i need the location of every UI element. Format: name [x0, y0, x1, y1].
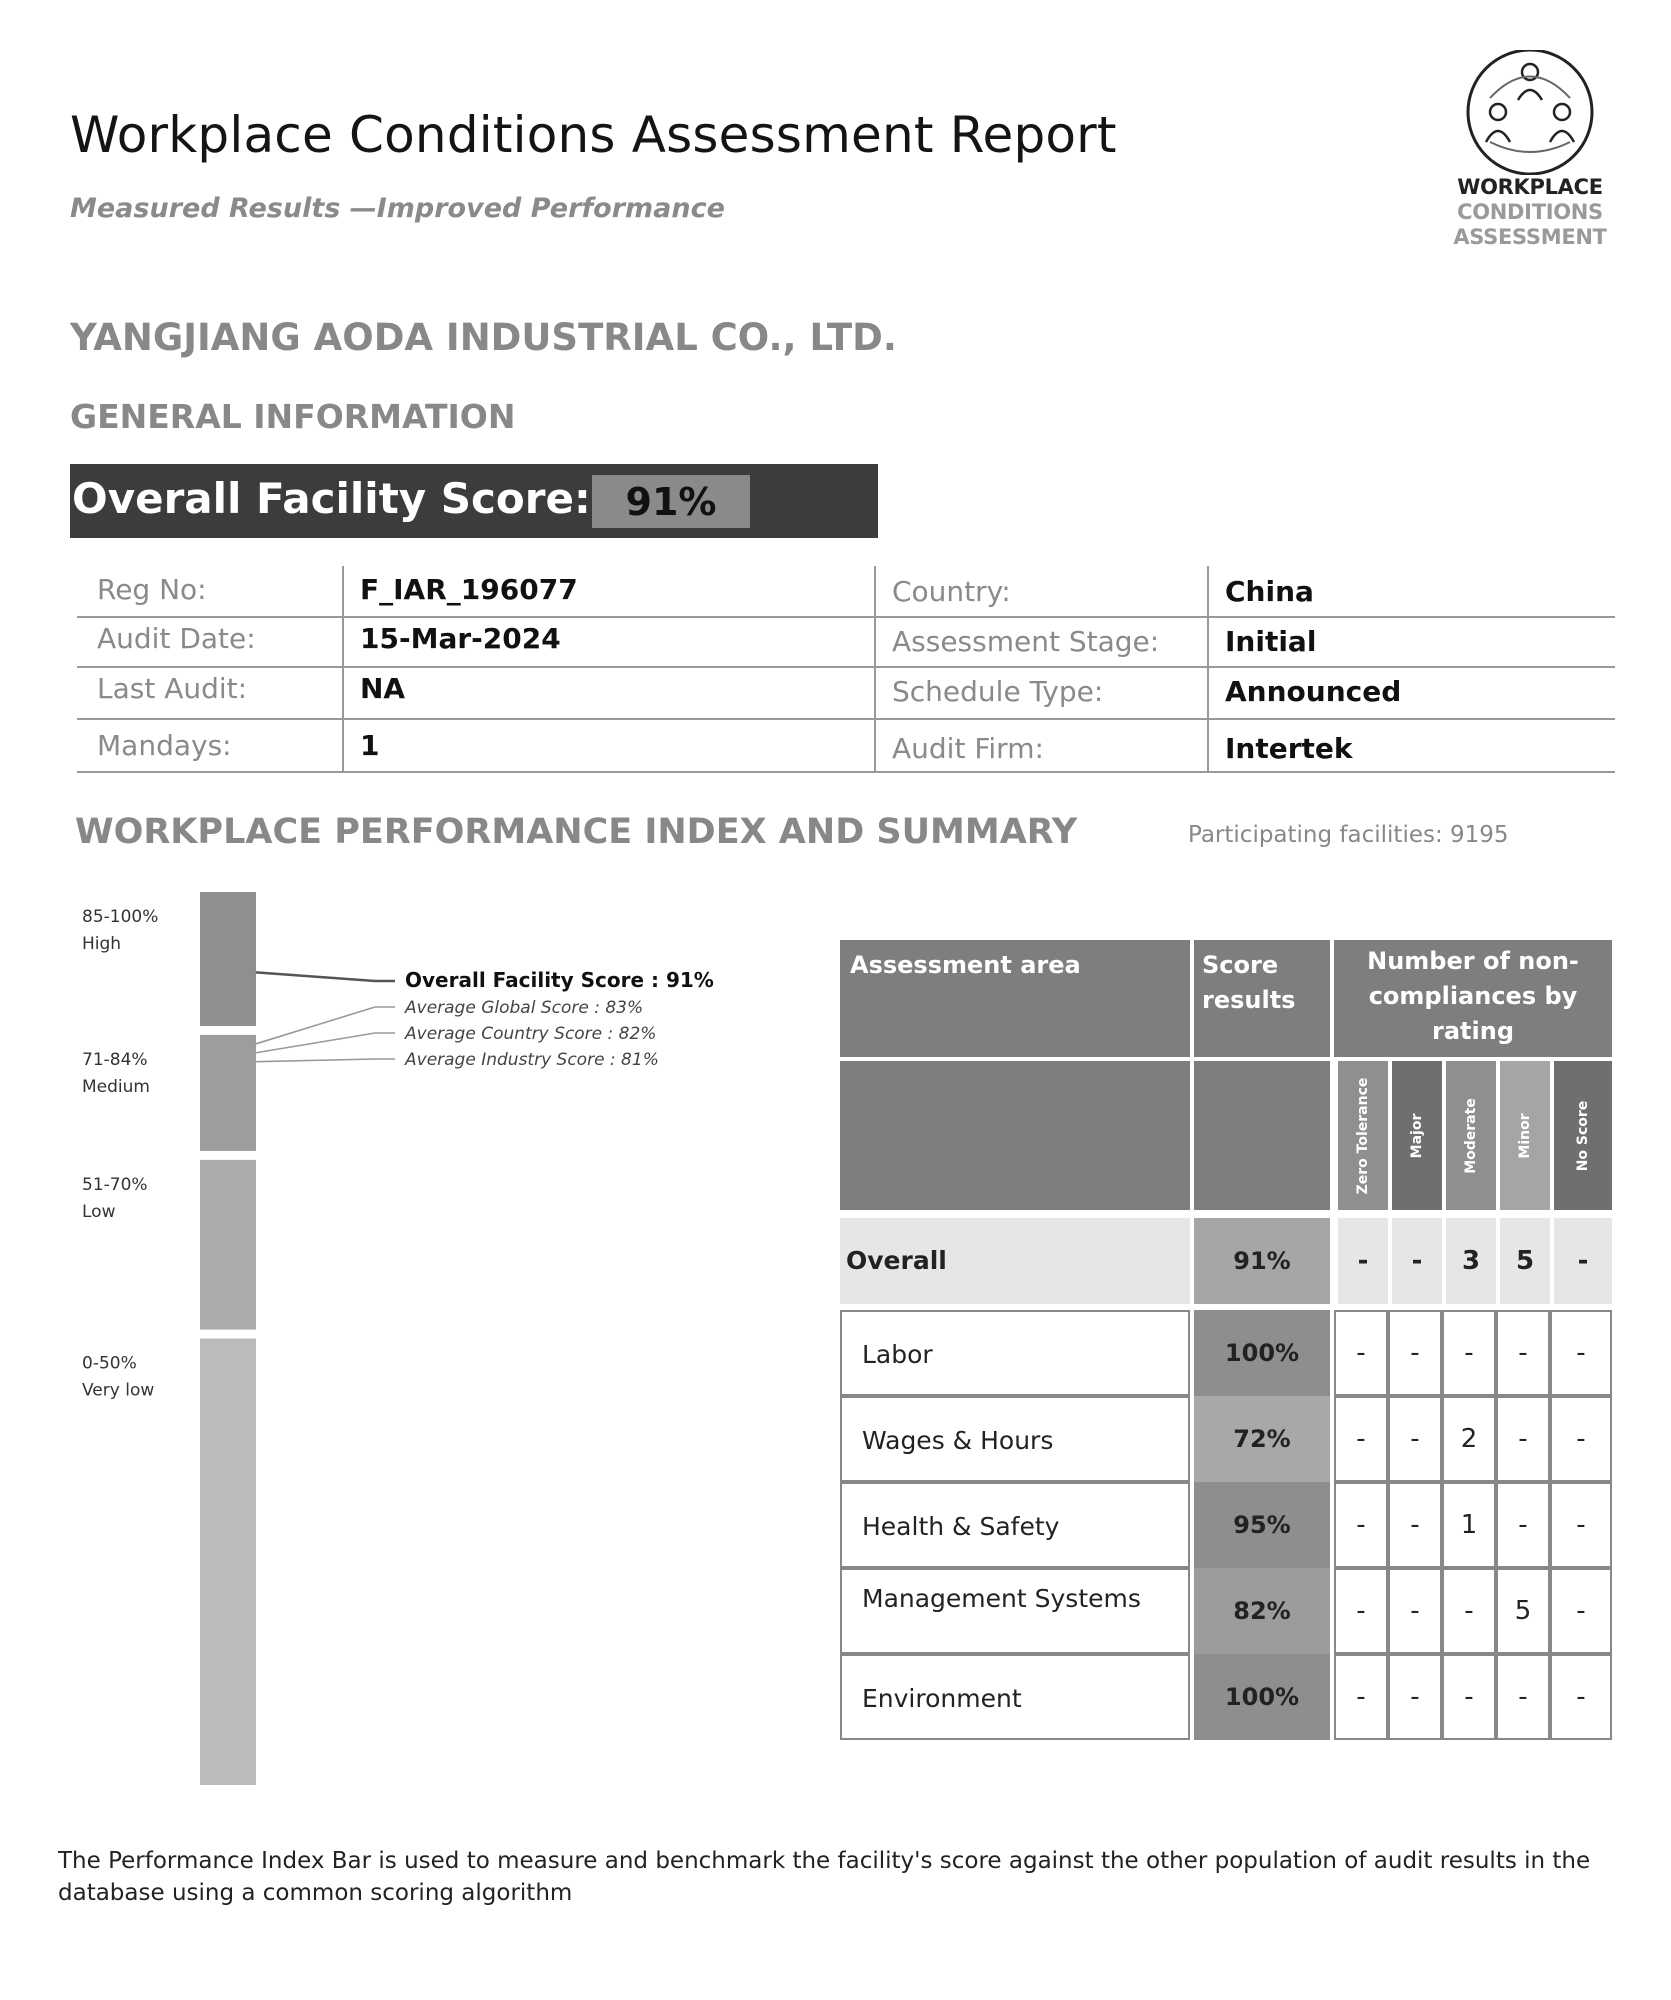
- area-score: 72%: [1194, 1396, 1330, 1482]
- overall-moderate: 3: [1446, 1218, 1496, 1304]
- area-label: Labor: [862, 1340, 933, 1369]
- info-table-divider: [342, 566, 344, 773]
- assessment-stage-value: Initial: [1225, 625, 1317, 658]
- report-subtitle: Measured Results —Improved Performance: [70, 193, 725, 224]
- nc-count: -: [1388, 1396, 1442, 1482]
- nc-count: -: [1442, 1310, 1496, 1396]
- rating-moderate-label: Moderate: [1463, 1097, 1479, 1174]
- info-table-divider: [874, 566, 876, 773]
- nc-count: -: [1334, 1654, 1388, 1740]
- info-table-rule: [77, 666, 1615, 668]
- marker-line: [256, 1007, 395, 1044]
- nc-count: -: [1550, 1654, 1612, 1740]
- band-range-label: 0-50%: [82, 1353, 137, 1374]
- nc-count: -: [1496, 1482, 1550, 1568]
- area-row-wages-hours: [840, 1396, 1190, 1482]
- mandays-value: 1: [360, 729, 380, 762]
- nc-count: -: [1334, 1568, 1388, 1654]
- nc-count: -: [1496, 1310, 1550, 1396]
- overall-row: [840, 1218, 1190, 1304]
- rating-no-score: [1554, 1061, 1612, 1210]
- footer-note: The Performance Index Bar is used to measure and benchmark the facility's score against the other population of audit results in the database using a common scoring algorithm: [58, 1848, 1591, 1906]
- nc-count: -: [1550, 1396, 1612, 1482]
- band-range-label: 71-84%: [82, 1049, 148, 1070]
- nc-count: -: [1550, 1482, 1612, 1568]
- area-score: 82%: [1194, 1568, 1330, 1654]
- header-non-compliances: [1334, 940, 1612, 1057]
- area-score: 100%: [1194, 1654, 1330, 1740]
- area-row-labor: [840, 1310, 1190, 1396]
- band-level-label: Low: [82, 1201, 116, 1222]
- audit-firm-label: Audit Firm:: [892, 732, 1044, 765]
- wca-logo: [1430, 50, 1630, 250]
- country-value: China: [1225, 575, 1314, 608]
- schedule-type-value: Announced: [1225, 675, 1402, 708]
- rating-major-label: Major: [1409, 1113, 1425, 1158]
- reg-no-label: Reg No:: [97, 573, 207, 606]
- nc-count: 1: [1442, 1482, 1496, 1568]
- marker-line: [256, 972, 395, 981]
- nc-count: -: [1334, 1310, 1388, 1396]
- schedule-type-label: Schedule Type:: [892, 675, 1104, 708]
- header-score-results-label: Score results: [1202, 951, 1296, 1014]
- overall-score: 91%: [1194, 1218, 1330, 1304]
- reg-no-value: F_IAR_196077: [360, 573, 578, 606]
- summary-table: [840, 940, 1612, 1740]
- info-table-divider: [1207, 566, 1209, 773]
- nc-count: -: [1388, 1654, 1442, 1740]
- nc-count: 5: [1496, 1568, 1550, 1654]
- band-level-label: Medium: [82, 1076, 150, 1097]
- nc-count: -: [1334, 1482, 1388, 1568]
- area-label: Health & Safety: [862, 1512, 1060, 1541]
- area-row-health-safety: [840, 1482, 1190, 1568]
- header-blank-score: [1194, 1061, 1330, 1210]
- info-table-rule: [77, 616, 1615, 618]
- nc-count: -: [1442, 1654, 1496, 1740]
- overall-no-score: -: [1554, 1218, 1612, 1304]
- area-row-management-systems: [840, 1568, 1190, 1654]
- header-assessment-area: [840, 940, 1190, 1057]
- last-audit-value: NA: [360, 672, 406, 705]
- overall-score-banner: [70, 464, 878, 538]
- nc-count: -: [1334, 1396, 1388, 1482]
- band-low: [200, 1160, 256, 1330]
- header-score-results: [1194, 940, 1330, 1057]
- header-non-compliances-label: Number of non-compliances by rating: [1367, 947, 1579, 1045]
- average-score-marker-label: Average Country Score : 82%: [405, 1024, 657, 1044]
- audit-date-value: 15-Mar-2024: [360, 622, 561, 655]
- general-info-table: [77, 566, 1615, 776]
- rating-moderate: [1446, 1061, 1496, 1210]
- overall-minor: 5: [1500, 1218, 1550, 1304]
- rating-minor: [1500, 1061, 1550, 1210]
- mandays-label: Mandays:: [97, 729, 232, 762]
- average-score-marker-label: Average Global Score : 83%: [405, 998, 644, 1018]
- band-medium: [200, 1035, 256, 1151]
- nc-count: -: [1388, 1482, 1442, 1568]
- overall-row-label: Overall: [846, 1246, 947, 1275]
- logo-text-line2: CONDITIONS: [1457, 200, 1603, 224]
- audit-date-label: Audit Date:: [97, 622, 256, 655]
- last-audit-label: Last Audit:: [97, 672, 248, 705]
- header-assessment-area-label: Assessment area: [850, 951, 1081, 979]
- area-score: 95%: [1194, 1482, 1330, 1568]
- band-level-label: High: [82, 934, 122, 954]
- rating-no-score-label: No Score: [1575, 1100, 1591, 1171]
- performance-index-chart: [70, 880, 770, 1800]
- overall-score-value: 91%: [592, 475, 750, 528]
- overall-major: -: [1392, 1218, 1442, 1304]
- participating-facilities: Participating facilities: 9195: [1188, 822, 1509, 848]
- rating-minor-label: Minor: [1517, 1112, 1533, 1159]
- overall-score-label: Overall Facility Score:: [72, 474, 591, 523]
- people-circle-icon: [1460, 50, 1600, 175]
- overall-score-marker-label: Overall Facility Score : 91%: [405, 968, 714, 992]
- nc-count: -: [1550, 1568, 1612, 1654]
- marker-line: [256, 1033, 395, 1053]
- rating-zero-tolerance: [1338, 1061, 1388, 1210]
- info-table-rule: [77, 771, 1615, 773]
- nc-count: -: [1442, 1568, 1496, 1654]
- band-very-low: [200, 1339, 256, 1786]
- band-range-label: 85-100%: [82, 907, 159, 927]
- company-name: YANGJIANG AODA INDUSTRIAL CO., LTD.: [70, 316, 897, 359]
- rating-major: [1392, 1061, 1442, 1210]
- average-score-marker-label: Average Industry Score : 81%: [405, 1050, 659, 1070]
- area-label: Management Systems: [862, 1584, 1141, 1613]
- info-table-rule: [77, 718, 1615, 720]
- nc-count: -: [1496, 1396, 1550, 1482]
- nc-count: -: [1550, 1310, 1612, 1396]
- band-range-label: 51-70%: [82, 1174, 148, 1195]
- nc-count: -: [1496, 1654, 1550, 1740]
- assessment-stage-label: Assessment Stage:: [892, 625, 1160, 658]
- area-score: 100%: [1194, 1310, 1330, 1396]
- area-row-environment: [840, 1654, 1190, 1740]
- nc-count: -: [1388, 1568, 1442, 1654]
- area-label: Wages & Hours: [862, 1426, 1054, 1455]
- area-label: Environment: [862, 1684, 1022, 1713]
- rating-zero-tolerance-label: Zero Tolerance: [1355, 1077, 1371, 1194]
- nc-count: 2: [1442, 1396, 1496, 1482]
- performance-index-heading: WORKPLACE PERFORMANCE INDEX AND SUMMARY: [75, 812, 1078, 852]
- logo-text-line1: WORKPLACE: [1457, 175, 1603, 199]
- country-label: Country:: [892, 575, 1011, 608]
- audit-firm-value: Intertek: [1225, 732, 1353, 765]
- band-high: [200, 892, 256, 1026]
- nc-count: -: [1388, 1310, 1442, 1396]
- general-info-heading: GENERAL INFORMATION: [70, 397, 516, 436]
- header-blank-area: [840, 1061, 1190, 1210]
- marker-line: [256, 1059, 395, 1062]
- band-level-label: Very low: [82, 1380, 155, 1401]
- report-title: Workplace Conditions Assessment Report: [70, 106, 1117, 164]
- overall-zero-tolerance: -: [1338, 1218, 1388, 1304]
- logo-text-line3: ASSESSMENT: [1453, 225, 1607, 249]
